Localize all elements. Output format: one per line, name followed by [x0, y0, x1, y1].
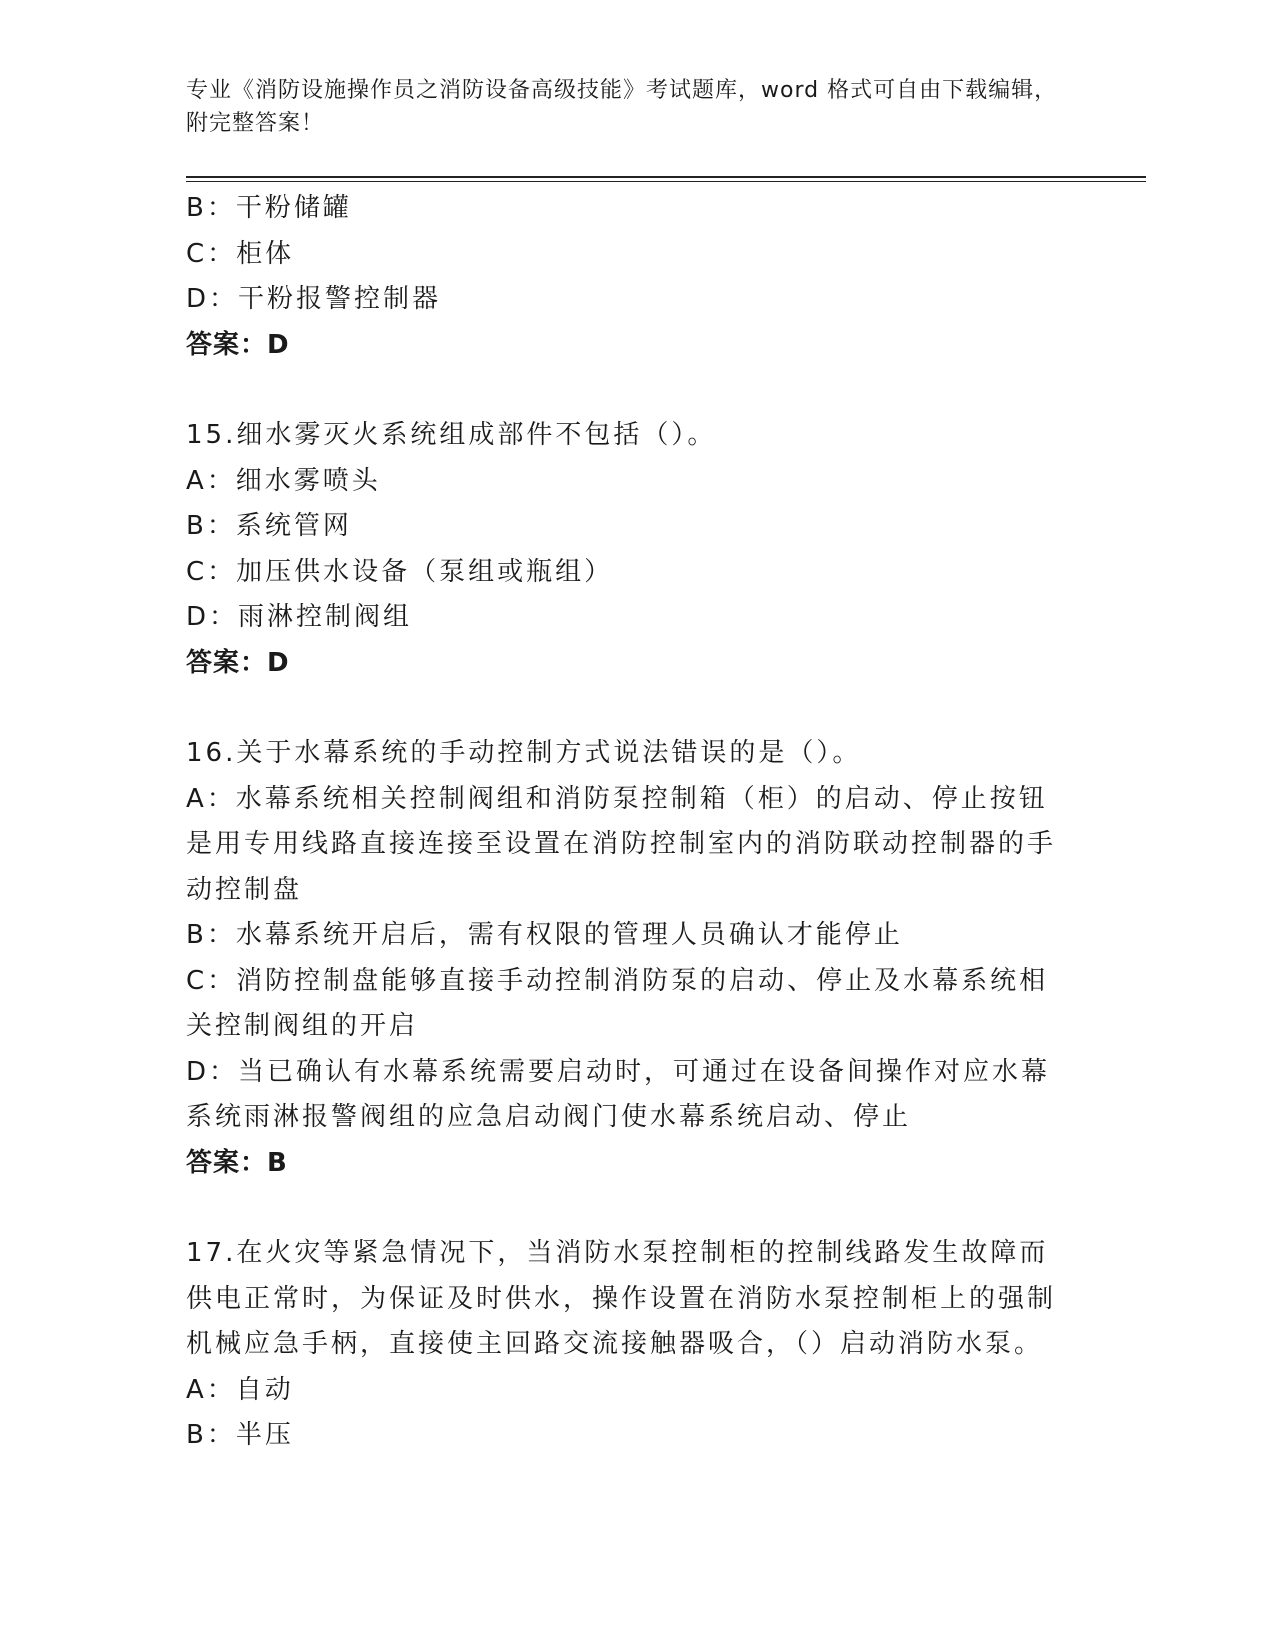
option-c: C：柜体: [186, 238, 295, 269]
option-b: B：系统管网: [186, 511, 352, 541]
question-stem: 17.在火灾等紧急情况下，当消防水泵控制柜的控制线路发生故障而供电正常时，为保证及时供水，操作设置在消防水泵控制柜上的强制机械应急手柄，直接使主回路交流接触器吸合，（）启动消防水泵。: [186, 1238, 1057, 1359]
question-content: [186, 186, 1086, 1459]
question-14-continued: [186, 186, 1086, 368]
question-17: [186, 1231, 1086, 1459]
answer-line: 答案：B: [186, 1147, 288, 1178]
option-d: D：当已确认有水幕系统需要启动时，可通过在设备间操作对应水幕系统雨淋报警阀组的应急启动阀门使水幕系统启动、停止: [186, 1056, 1051, 1132]
spacer: [186, 1186, 1086, 1231]
document-header: 专业《消防设施操作员之消防设备高级技能》考试题库，word 格式可自由下载编辑，附完整答案！: [186, 78, 1058, 136]
spacer: [186, 368, 1086, 413]
question-stem: 15.细水雾灭火系统组成部件不包括（）。: [186, 420, 717, 450]
header-divider-thin: [186, 181, 1146, 182]
option-a: A：自动: [186, 1374, 294, 1405]
option-b: B：水幕系统开启后，需有权限的管理人员确认才能停止: [186, 920, 903, 950]
option-a: A：细水雾喷头: [186, 465, 381, 496]
option-c: C：消防控制盘能够直接手动控制消防泵的启动、停止及水幕系统相关控制阀组的开启: [186, 965, 1049, 1041]
spacer: [186, 686, 1086, 731]
header-divider-thick: [186, 176, 1146, 178]
question-stem: 16.关于水幕系统的手动控制方式说法错误的是（）。: [186, 738, 862, 768]
option-b: B：干粉储罐: [186, 193, 352, 223]
option-d: D：雨淋控制阀组: [186, 602, 413, 632]
option-b: B：半压: [186, 1420, 294, 1450]
answer-line: 答案：D: [186, 329, 290, 360]
question-15: [186, 413, 1086, 686]
question-16: [186, 731, 1086, 1186]
option-a: A：水幕系统相关控制阀组和消防泵控制箱（柜）的启动、停止按钮是用专用线路直接连接至设置在消防控制室内的消防联动控制器的手动控制盘: [186, 783, 1057, 905]
option-c: C：加压供水设备（泵组或瓶组）: [186, 556, 614, 587]
answer-line: 答案：D: [186, 647, 290, 678]
option-d: D：干粉报警控制器: [186, 284, 442, 314]
